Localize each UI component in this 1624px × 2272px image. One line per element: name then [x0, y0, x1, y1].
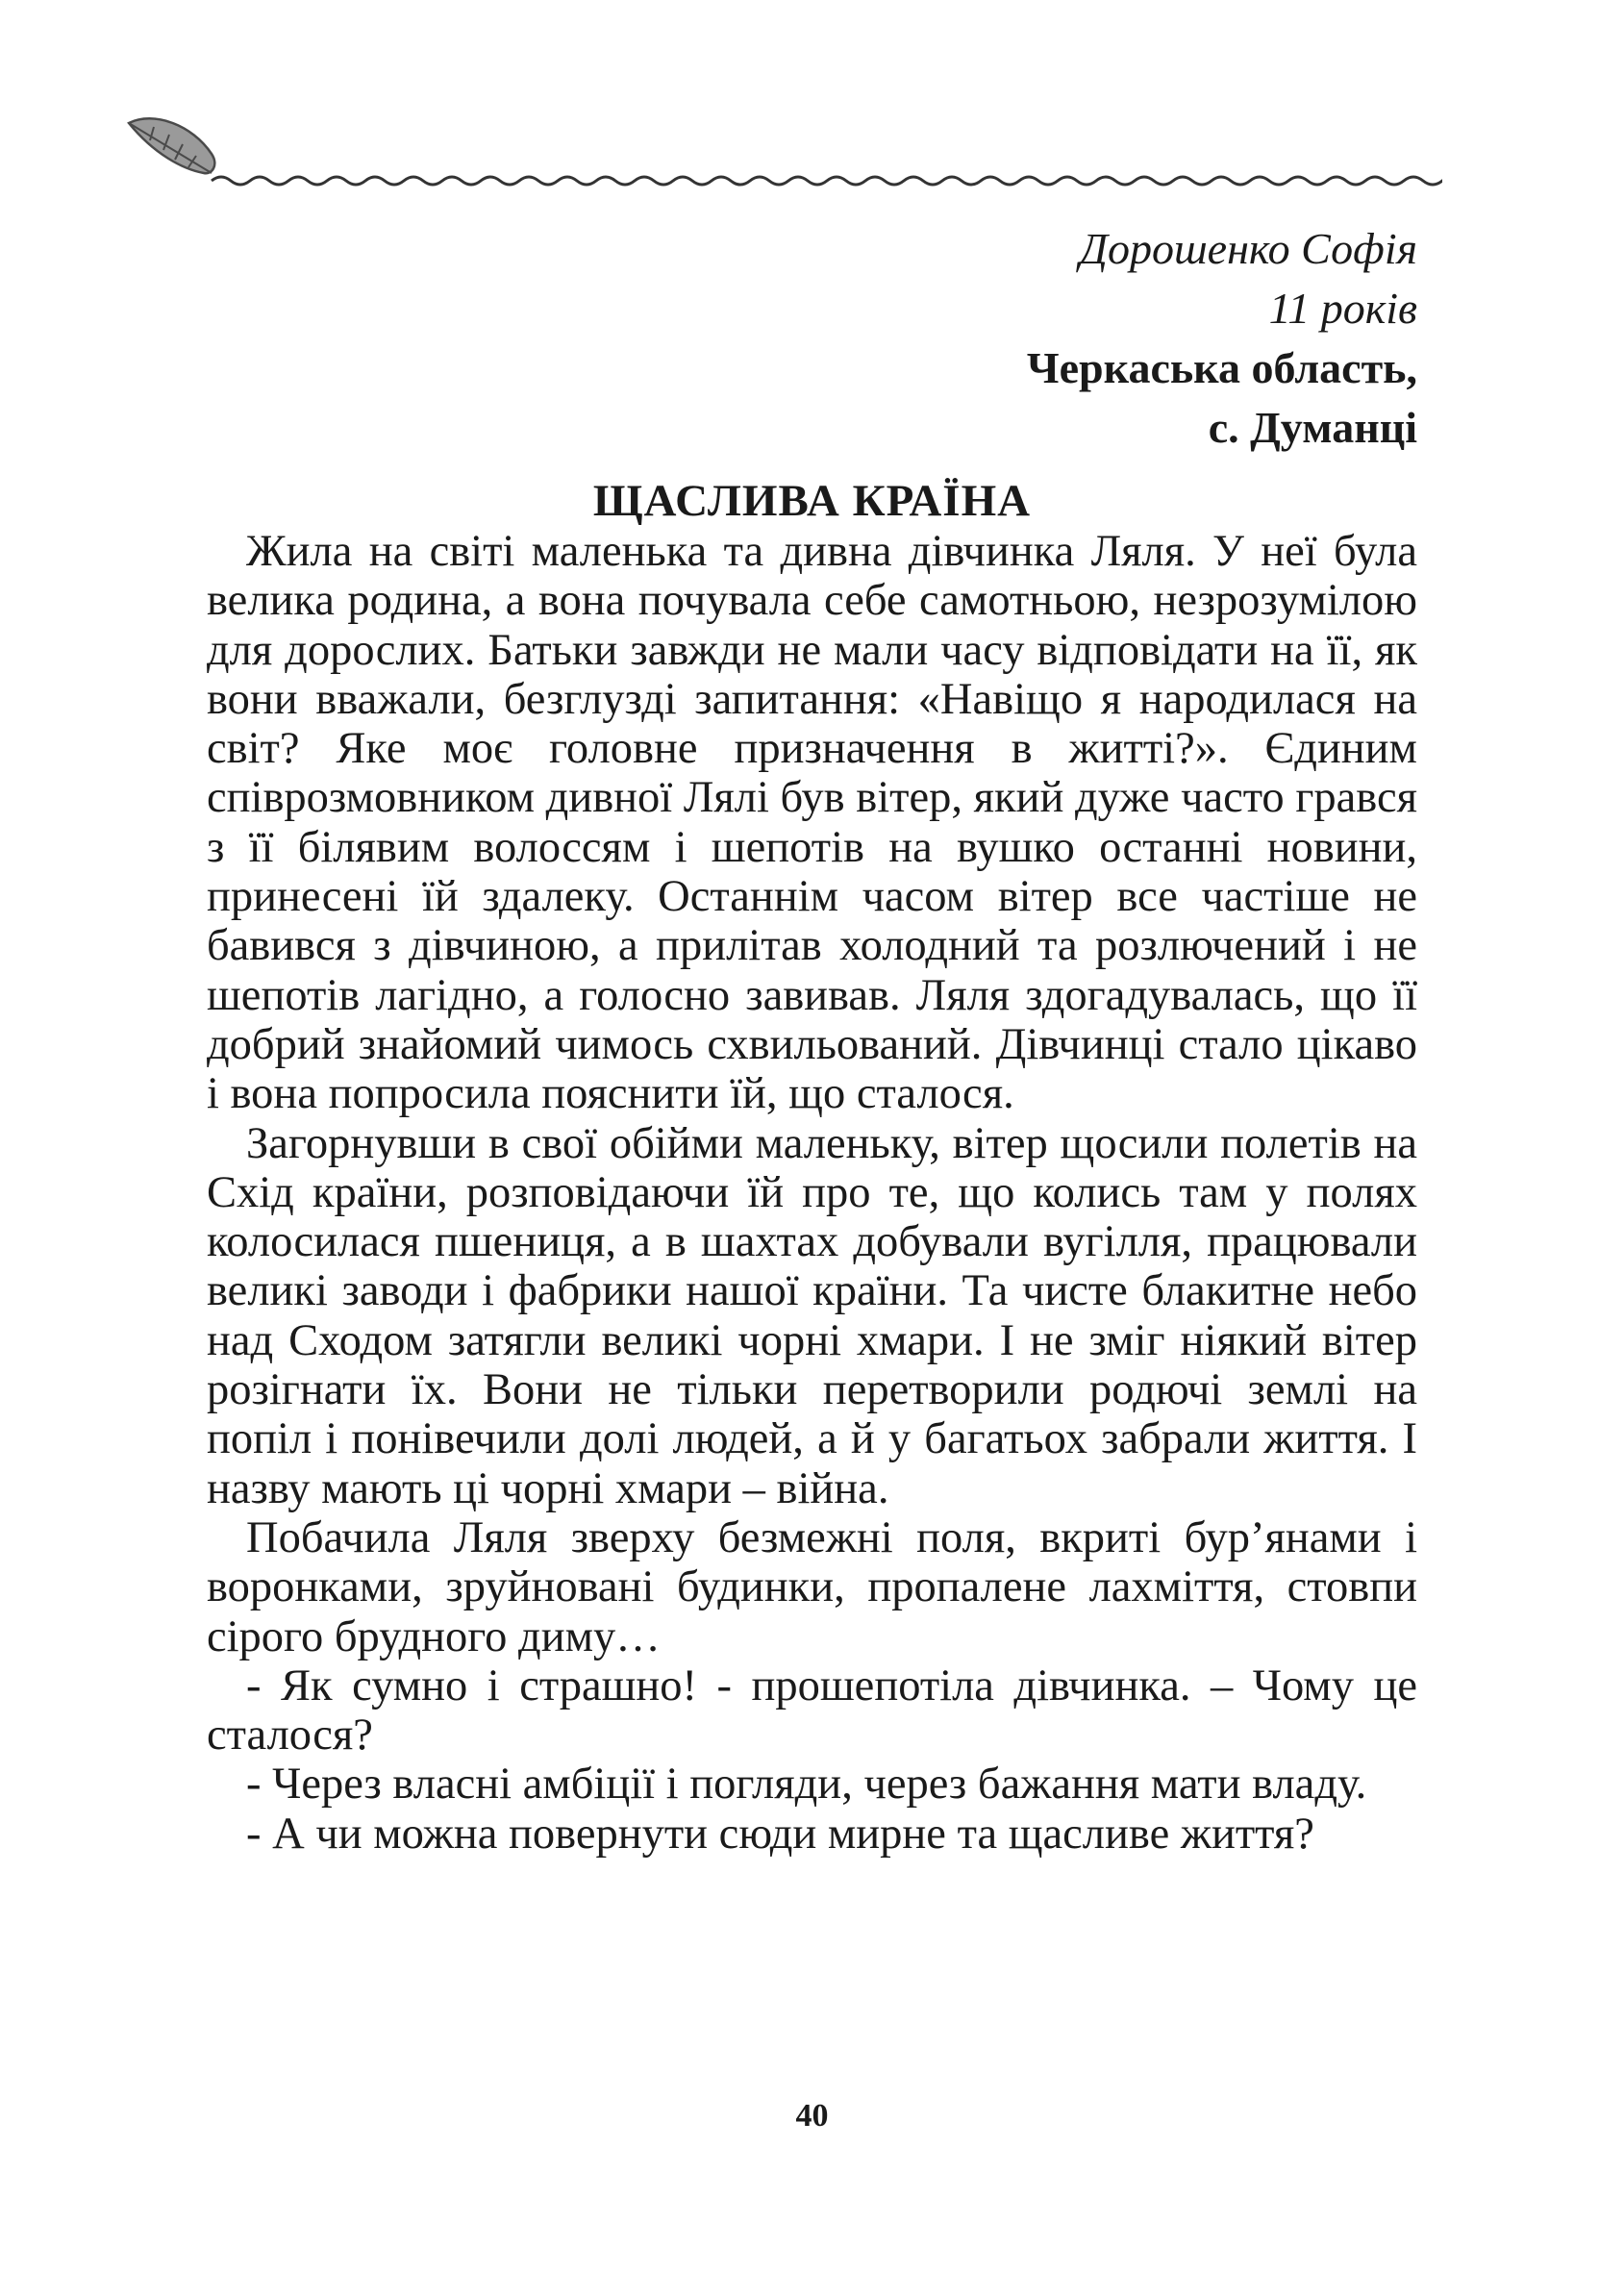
story-paragraph: Жила на світі маленька та дивна дівчинка Ляля. У неї була велика родина, а вона почувала себе самотньою, незрозумілою для дорослих. Батьки завжди не мали часу відповідати на її, як вони вважали, безглузді запитання: «Навіщо я народилася на світ? Яке моє головне призначення в житті?». Єдиним співрозмовником дивної Лялі був вітер, який дуже часто грався з її білявим волоссям і шепотів на вушко останні новини, принесені їй здалеку. Останнім часом вітер все частіше не бавився з дівчиною, а прилітав холодний та розлючений і не шепотів лагідно, а голосно завивав. Ляля здогадувалась, що її добрий знайомий чимось схвильований. Дівчинці стало цікаво і вона попросила пояснити їй, що сталося.: [207, 527, 1417, 1119]
feather-divider-icon: [115, 106, 1442, 212]
story-paragraph: Загорнувши в свої обійми маленьку, вітер щосили полетів на Схід країни, розповідаючи їй про те, що колись там у полях колосилася пшениця, а в шахтах добували вугілля, працювали великі заводи і фабрики нашої країни. Та чисте блакитне небо над Сходом затягли великі чорні хмари. І не зміг ніякий вітер розігнати їх. Вони не тільки перетворили родючі землі на попіл і понівечили долі людей, а й у багатьох забрали життя. І назву мають ці чорні хмари – війна.: [207, 1118, 1417, 1513]
author-info: [1027, 219, 1417, 458]
author-age: 11 років: [1268, 284, 1417, 333]
story-paragraph: Побачила Ляля зверху безмежні поля, вкриті бур’янами і воронками, зруйновані будинки, пропалене лахміття, стовпи сірого брудного диму…: [207, 1512, 1417, 1661]
story-body: [207, 527, 1417, 1859]
author-name: Дорошенко Софія: [1079, 224, 1417, 273]
author-region: Черкаська область,: [1026, 343, 1417, 392]
story-paragraph: - Як сумно і страшно! - прошепотіла дівчинка. – Чому це сталося?: [207, 1660, 1417, 1760]
story-paragraph: - А чи можна повернути сюди мирне та щасливе життя?: [246, 1809, 1314, 1859]
story-title: ЩАСЛИВА КРАЇНА: [592, 476, 1032, 526]
author-village: с. Думанці: [1208, 403, 1417, 452]
page-number: 40: [795, 2098, 829, 2134]
story-paragraph: - Через власні амбіції і погляди, через бажання мати владу.: [246, 1760, 1367, 1810]
